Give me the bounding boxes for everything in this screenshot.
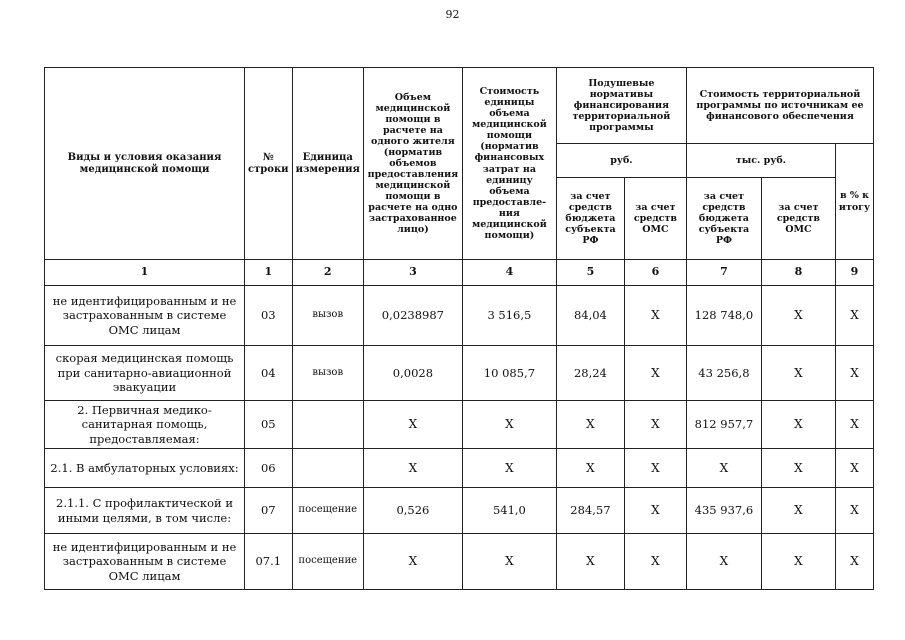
table-header xyxy=(45,68,874,286)
row-number: 04 xyxy=(245,346,293,401)
row-volume: Х xyxy=(363,534,462,590)
header-kinds-of-care: Виды и условия оказания медицинской помощи xyxy=(45,68,245,260)
row-volume: Х xyxy=(363,449,462,488)
row-volume: 0,526 xyxy=(363,488,462,534)
row-tc-budget: 128 748,0 xyxy=(686,286,761,346)
row-tc-budget: 812 957,7 xyxy=(686,401,761,449)
row-volume: Х xyxy=(363,401,462,449)
row-pc-oms: Х xyxy=(624,488,686,534)
row-name: 2. Первичная медико-санитарная помощь, предоставляемая: xyxy=(45,401,245,449)
row-tc-oms: Х xyxy=(761,286,835,346)
row-pc-budget: Х xyxy=(556,401,624,449)
row-percent: Х xyxy=(835,286,873,346)
header-unit: Единица измерения xyxy=(292,68,363,260)
column-number: 6 xyxy=(624,260,686,286)
row-number: 07 xyxy=(245,488,293,534)
table-row xyxy=(45,534,874,590)
row-name: не идентифицированным и не застрахованным в системе ОМС лицам xyxy=(45,286,245,346)
row-volume: 0,0238987 xyxy=(363,286,462,346)
table-row xyxy=(45,286,874,346)
row-percent: Х xyxy=(835,401,873,449)
column-number: 5 xyxy=(556,260,624,286)
table-body xyxy=(45,286,874,590)
column-number-row xyxy=(45,260,874,286)
row-pc-oms: Х xyxy=(624,286,686,346)
header-program-cost-group: Стоимость территориальной программы по источникам ее финансового обеспечения xyxy=(686,68,873,144)
row-unit-cost: Х xyxy=(462,449,556,488)
column-number: 7 xyxy=(686,260,761,286)
row-percent: Х xyxy=(835,488,873,534)
column-number: 3 xyxy=(363,260,462,286)
row-unit: вызов xyxy=(292,286,363,346)
table-row xyxy=(45,488,874,534)
row-tc-oms: Х xyxy=(761,534,835,590)
row-pc-budget: 28,24 xyxy=(556,346,624,401)
row-pc-oms: Х xyxy=(624,534,686,590)
header-volume: Объем медицинской помощи в расчете на одного жителя (норматив объемов предоставления медицинской помощи в расчете на одно застрахованное лицо) xyxy=(363,68,462,260)
row-pc-oms: Х xyxy=(624,346,686,401)
header-rub: руб. xyxy=(556,144,686,178)
row-tc-budget: Х xyxy=(686,534,761,590)
row-unit: вызов xyxy=(292,346,363,401)
row-tc-oms: Х xyxy=(761,401,835,449)
header-pc-oms: за счет средств ОМС xyxy=(624,178,686,260)
row-unit-cost: 3 516,5 xyxy=(462,286,556,346)
financing-table xyxy=(44,67,874,590)
row-tc-oms: Х xyxy=(761,449,835,488)
row-number: 03 xyxy=(245,286,293,346)
row-number: 05 xyxy=(245,401,293,449)
table-row xyxy=(45,449,874,488)
column-number: 9 xyxy=(835,260,873,286)
row-pc-budget: Х xyxy=(556,449,624,488)
header-tc-oms: за счет средств ОМС xyxy=(761,178,835,260)
row-unit-cost: 541,0 xyxy=(462,488,556,534)
row-volume: 0,0028 xyxy=(363,346,462,401)
row-tc-oms: Х xyxy=(761,346,835,401)
row-unit xyxy=(292,401,363,449)
row-pc-oms: Х xyxy=(624,449,686,488)
row-pc-budget: 284,57 xyxy=(556,488,624,534)
row-unit-cost: 10 085,7 xyxy=(462,346,556,401)
header-pc-budget: за счет средств бюджета субъекта РФ xyxy=(556,178,624,260)
row-tc-budget: 43 256,8 xyxy=(686,346,761,401)
header-percent-total: в % к итогу xyxy=(835,144,873,260)
row-unit-cost: Х xyxy=(462,534,556,590)
header-thous-rub: тыс. руб. xyxy=(686,144,835,178)
header-tc-budget: за счет средств бюджета субъекта РФ xyxy=(686,178,761,260)
row-tc-budget: 435 937,6 xyxy=(686,488,761,534)
row-percent: Х xyxy=(835,534,873,590)
row-name: скорая медицинская помощь при санитарно-авиационной эвакуации xyxy=(45,346,245,401)
row-unit: посещение xyxy=(292,488,363,534)
column-number: 4 xyxy=(462,260,556,286)
header-per-capita-group: Подушевые нормативы финансирования территориальной программы xyxy=(556,68,686,144)
header-row-number: № строки xyxy=(245,68,293,260)
row-unit-cost: Х xyxy=(462,401,556,449)
row-tc-oms: Х xyxy=(761,488,835,534)
row-pc-budget: Х xyxy=(556,534,624,590)
row-unit: посещение xyxy=(292,534,363,590)
row-pc-budget: 84,04 xyxy=(556,286,624,346)
column-number: 2 xyxy=(292,260,363,286)
column-number: 1 xyxy=(45,260,245,286)
page-number: 92 xyxy=(445,8,460,21)
row-percent: Х xyxy=(835,449,873,488)
table-row xyxy=(45,401,874,449)
row-tc-budget: Х xyxy=(686,449,761,488)
row-name: 2.1. В амбулаторных условиях: xyxy=(45,449,245,488)
row-pc-oms: Х xyxy=(624,401,686,449)
row-name: 2.1.1. С профилактической и иными целями, в том числе: xyxy=(45,488,245,534)
row-name: не идентифицированным и не застрахованным в системе ОМС лицам xyxy=(45,534,245,590)
column-number: 8 xyxy=(761,260,835,286)
row-unit xyxy=(292,449,363,488)
table-row xyxy=(45,346,874,401)
row-percent: Х xyxy=(835,346,873,401)
column-number: 1 xyxy=(245,260,293,286)
row-number: 07.1 xyxy=(245,534,293,590)
row-number: 06 xyxy=(245,449,293,488)
header-unit-cost: Стоимость единицы объема медицинской помощи (норматив финансовых затрат на единицу объема предоставле- ния медицинской помощи) xyxy=(462,68,556,260)
